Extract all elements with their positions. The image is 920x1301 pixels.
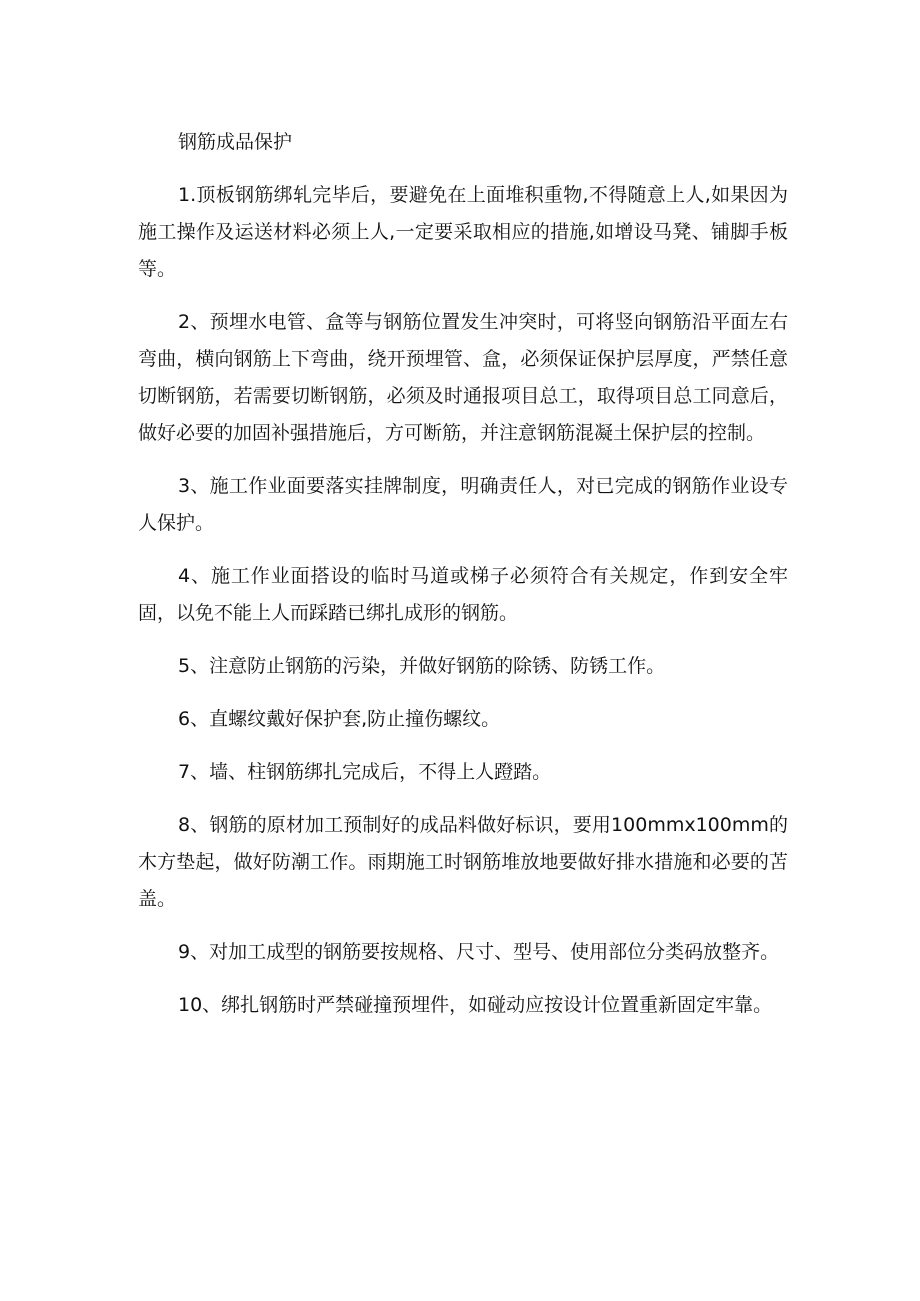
paragraph-6: 6、直螺纹戴好保护套,防止撞伤螺纹。 — [178, 708, 501, 730]
paragraph-9: 9、对加工成型的钢筋要按规格、尺寸、型号、使用部位分类码放整齐。 — [178, 941, 780, 963]
paragraph-4: 4、施工作业面搭设的临时马道或梯子必须符合有关规定，作到安全牢固，以免不能上人而踩踏已绑扎成形的钢筋。 — [138, 565, 788, 624]
document-body — [138, 124, 788, 1040]
paragraph-1: 1.顶板钢筋绑轧完毕后，要避免在上面堆积重物,不得随意上人,如果因为施工操作及运送材料必须上人,一定要采取相应的措施,如增设马凳、铺脚手板等。 — [138, 184, 788, 280]
paragraph-2: 2、预埋水电管、盒等与钢筋位置发生冲突时，可将竖向钢筋沿平面左右弯曲，横向钢筋上下弯曲，绕开预埋管、盒，必须保证保护层厚度，严禁任意切断钢筋，若需要切断钢筋，必须及时通报项目总工，取得项目总工同意后，做好必要的加固补强措施后，方可断筋，并注意钢筋混凝土保护层的控制。 — [138, 311, 788, 444]
paragraph-3: 3、施工作业面要落实挂牌制度，明确责任人，对已完成的钢筋作业设专人保护。 — [138, 475, 788, 534]
document-title: 钢筋成品保护 — [178, 131, 293, 153]
paragraph-8: 8、钢筋的原材加工预制好的成品料做好标识，要用100mmx100mm的木方垫起，做好防潮工作。雨期施工时钢筋堆放地要做好排水措施和必要的苫盖。 — [138, 814, 788, 910]
paragraph-10: 10、绑扎钢筋时严禁碰撞预埋件，如碰动应按设计位置重新固定牢靠。 — [178, 994, 773, 1016]
paragraph-5: 5、注意防止钢筋的污染，并做好钢筋的除锈、防锈工作。 — [178, 655, 666, 677]
paragraph-7: 7、墙、柱钢筋绑扎完成后，不得上人蹬踏。 — [178, 761, 552, 783]
